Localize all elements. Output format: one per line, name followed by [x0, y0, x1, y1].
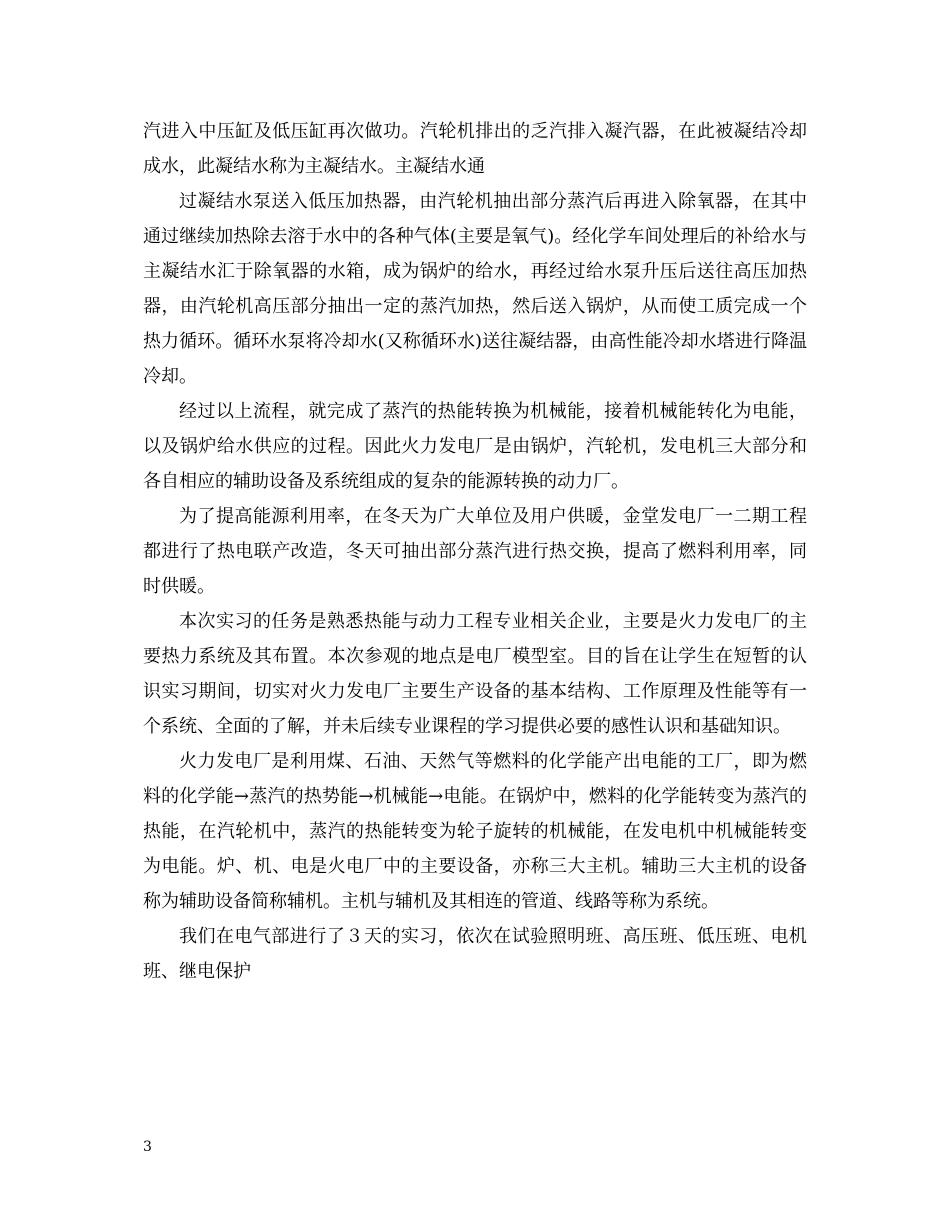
paragraph-3: 经过以上流程，就完成了蒸汽的热能转换为机械能，接着机械能转化为电能，以及锅炉给水供应的过程。因此火力发电厂是由锅炉，汽轮机，发电机三大部分和各自相应的辅助设备及系统组成的复杂的能源转换的动力厂。 — [143, 401, 807, 492]
paragraph-6: 火力发电厂是利用煤、石油、天然气等燃料的化学能产出电能的工厂，即为燃料的化学能→蒸汽的热势能→机械能→电能。在锅炉中，燃料的化学能转变为蒸汽的热能，在汽轮机中，蒸汽的热能转变为轮子旋转的机械能，在发电机中机械能转变为电能。炉、机、电是火电厂中的主要设备，亦称三大主机。辅助三大主机的设备称为辅助设备简称辅机。主机与辅机及其相连的管道、线路等称为系统。 — [143, 751, 807, 912]
page-number: 3 — [143, 1139, 152, 1155]
document-body — [143, 114, 807, 989]
paragraph-5: 本次实习的任务是熟悉热能与动力工程专业相关企业，主要是火力发电厂的主要热力系统及其布置。本次参观的地点是电厂模型室。目的旨在让学生在短暂的认识实习期间，切实对火力发电厂主要生产设备的基本结构、工作原理及性能等有一个系统、全面的了解，并未后续专业课程的学习提供必要的感性认识和基础知识。 — [143, 611, 807, 737]
paragraph-7: 我们在电气部进行了３天的实习，依次在试验照明班、高压班、低压班、电机班、继电保护 — [143, 926, 807, 982]
paragraph-4: 为了提高能源利用率，在冬天为广大单位及用户供暖，金堂发电厂一二期工程都进行了热电联产改造，冬天可抽出部分蒸汽进行热交换，提高了燃料利用率，同时供暖。 — [143, 506, 807, 597]
paragraph-2: 过凝结水泵送入低压加热器，由汽轮机抽出部分蒸汽后再进入除氧器，在其中通过继续加热除去溶于水中的各种气体(主要是氧气)。经化学车间处理后的补给水与主凝结水汇于除氧器的水箱，成为锅炉的给水，再经过给水泵升压后送往高压加热器，由汽轮机高压部分抽出一定的蒸汽加热，然后送入锅炉，从而使工质完成一个热力循环。循环水泵将冷却水(又称循环水)送往凝结器，由高性能冷却水塔进行降温冷却。 — [143, 191, 807, 387]
paragraph-1: 汽进入中压缸及低压缸再次做功。汽轮机排出的乏汽排入凝汽器，在此被凝结冷却成水，此凝结水称为主凝结水。主凝结水通 — [143, 121, 807, 177]
